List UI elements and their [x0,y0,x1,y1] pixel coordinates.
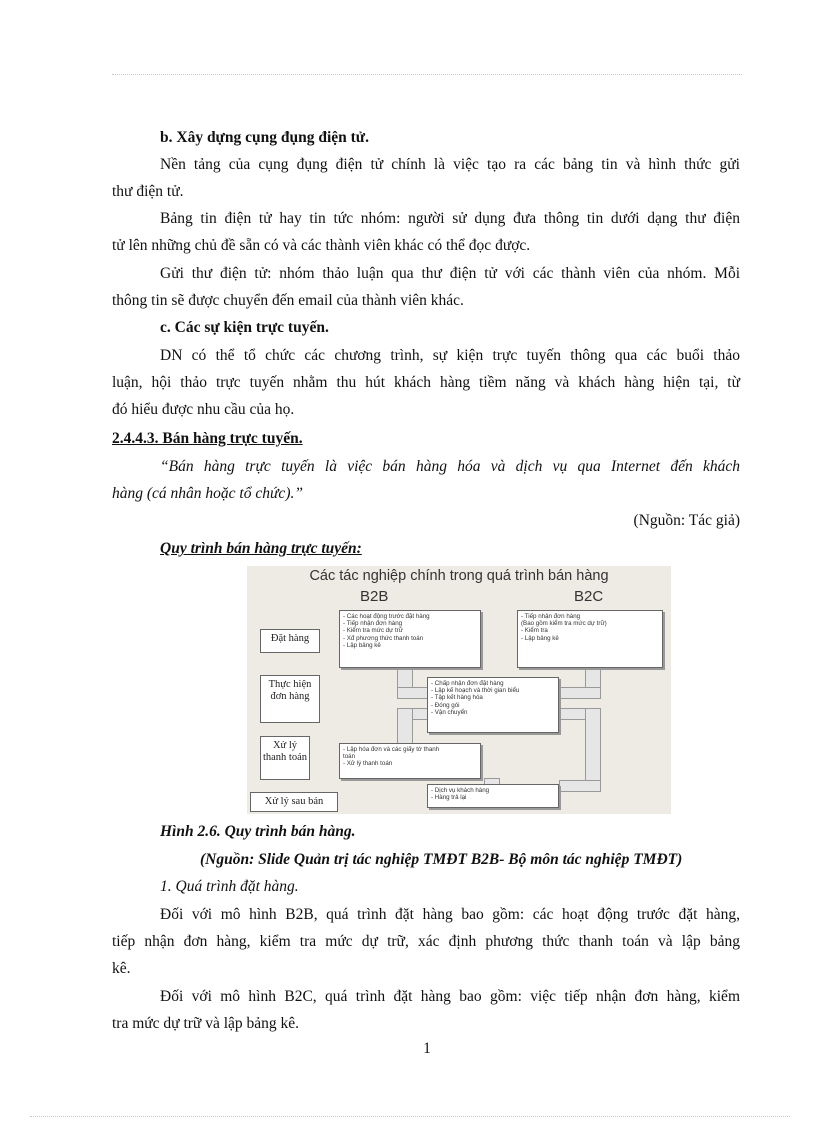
para3-line2: thông tin sẽ được chuyển đến email của thành viên khác. [112,292,464,309]
box-after-sale [427,784,559,808]
list-item: - Xử lý thanh toán [343,760,393,768]
para5-line1: Đối với mô hình B2B, quá trình đặt hàng bao gồm: các hoạt động trước đặt hàng, [160,906,740,923]
figure-source: (Nguồn: Slide Quản trị tác nghiệp TMĐT B2B- Bộ môn tác nghiệp TMĐT) [200,851,683,868]
para2-line2: tử lên những chủ đề sẵn có và các thành viên khác có thể đọc được. [112,237,531,254]
item1-title: 1. Quá trình đặt hàng. [160,878,299,895]
list-item: - Tiếp nhận đơn hàng [343,620,403,628]
para5-line3: kê. [112,960,131,977]
list-item: - Lập bảng kê [521,634,559,642]
list-item: - Xđ phương thức thanh toán [343,634,424,642]
para6-line2: tra mức dự trữ và lập bảng kê. [112,1015,300,1032]
para3-line1: Gửi thư điện tử: nhóm thảo luận qua thư điện tử với các thành viên của nhóm. Mỗi [160,265,740,282]
stage-order: Đặt hàng [260,629,320,653]
heading-c: c. Các sự kiện trực tuyến. [160,319,329,336]
process-title: Quy trình bán hàng trực tuyến: [160,540,362,557]
arrow-side-down [585,708,601,788]
section-heading: 2.4.4.3. Bán hàng trực tuyến. [112,430,303,447]
list-item: - Kiểm tra mức dự trữ [343,627,403,635]
sales-process-diagram [247,566,671,814]
list-item: - Lập hóa đơn và các giấy tờ thanh [343,746,440,753]
header-b2c: B2C [574,588,604,605]
list-item: - Lập kế hoạch và thời gian biểu [431,687,520,695]
source-author: (Nguồn: Tác giả) [633,512,740,529]
para6-line1: Đối với mô hình B2C, quá trình đặt hàng bao gồm: việc tiếp nhận đơn hàng, kiểm [160,988,740,1005]
para4-line1: DN có thể tổ chức các chương trình, sự kiện trực tuyến thông qua các buổi thảo [160,347,740,364]
header-b2b: B2B [360,588,389,605]
box-b2c-order [517,610,663,668]
arrow-b2b-right [397,687,429,699]
heading-b: b. Xây dựng cụng đụng điện tử. [160,129,369,146]
list-item: toán [343,753,356,761]
box-fulfillment [427,677,559,733]
list-item: - Dịch vụ khách hàng [431,787,490,794]
stage-fulfillment: Thực hiện đơn hàng [260,675,320,723]
list-item: - Tiếp nhận đơn hàng [521,613,581,620]
para2-line1: Bảng tin điện tử hay tin tức nhóm: người sử dụng đưa thông tin dưới dạng thư điện [160,210,740,227]
figure-caption: Hình 2.6. Quy trình bán hàng. [160,823,356,840]
list-item: - Chấp nhận đơn đặt hàng [431,680,504,687]
arrow-fulfil-down [397,708,413,744]
quote-line1: “Bán hàng trực tuyến là việc bán hàng hóa và dịch vụ qua Internet đến khách [160,458,740,475]
page-number: 1 [423,1040,431,1057]
list-item: - Kiểm tra [521,627,548,635]
bottom-divider [30,1116,790,1117]
para5-line2: tiếp nhận đơn hàng, kiểm tra mức dự trữ, xác định phương thức thanh toán và lập bảng [112,933,740,950]
list-item: (Bao gồm kiểm tra mức dự trữ) [521,620,607,628]
arrow-b2c-left [559,687,601,699]
list-item: - Các hoạt động trước đặt hàng [343,613,430,620]
quote-line2: hàng (cá nhân hoặc tổ chức).” [112,485,303,502]
para1-line2: thư điện tử. [112,183,184,200]
para4-line2: luận, hội thảo trực tuyến nhằm thu hút khách hàng tiềm năng và khách hàng hiện tại, từ [112,374,740,391]
diagram-title: Các tác nghiệp chính trong quá trình bán hàng [309,568,609,584]
box-payment [339,743,481,779]
stage-payment: Xử lý thanh toán [260,736,310,780]
list-item: - Đóng gói [431,701,460,709]
para4-line3: đó hiểu được nhu cầu của họ. [112,401,295,418]
list-item: - Tập kết hàng hóa [431,694,483,702]
list-item: - Hàng trả lại [431,794,467,802]
para1-line1: Nền tảng của cụng đụng điện tử chính là việc tạo ra các bảng tin và hình thức gửi [160,156,740,173]
list-item: - Lập bảng kê [343,641,381,649]
list-item: - Vận chuyển [431,708,468,716]
top-divider [112,74,742,75]
box-b2b-order [339,610,481,668]
arrow-aftersale [559,780,601,792]
stage-after-sale: Xử lý sau bán [250,792,338,812]
